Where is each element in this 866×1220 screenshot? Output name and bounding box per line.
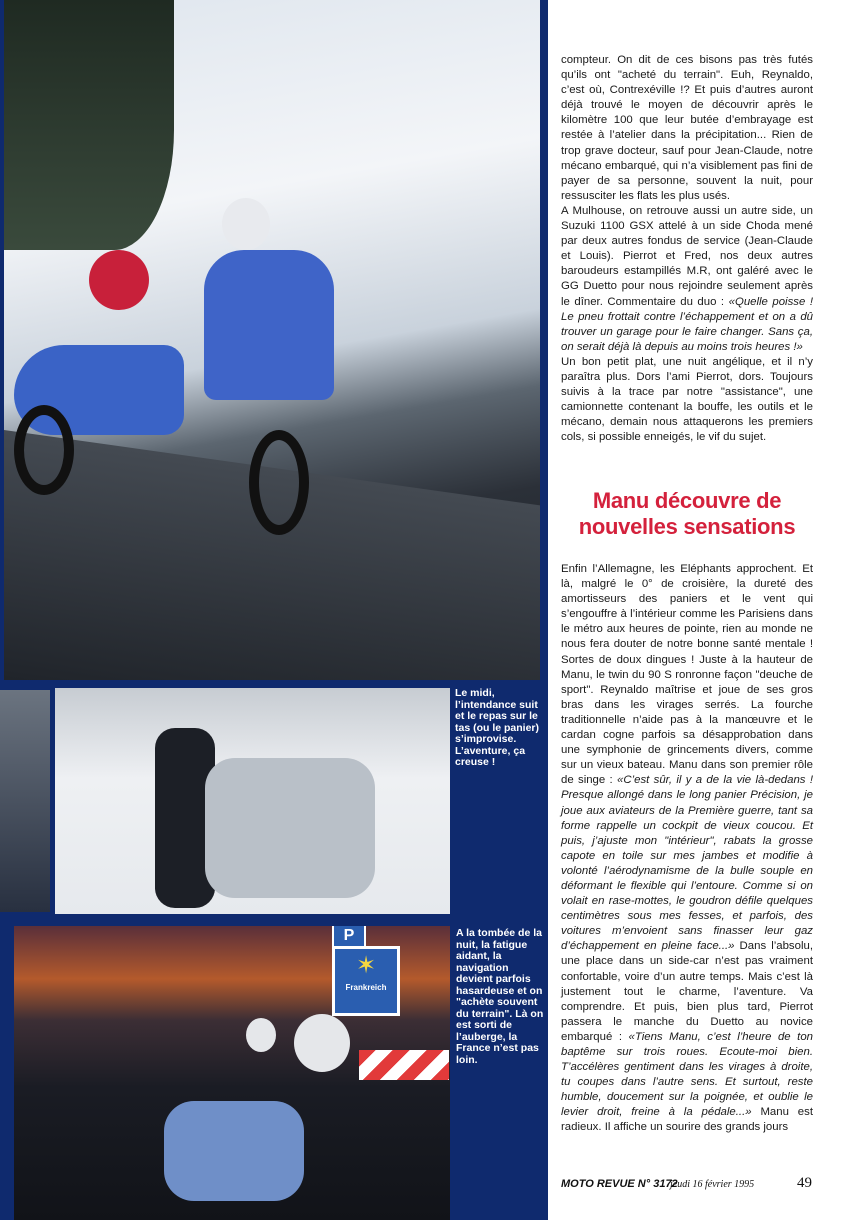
quote: «C’est sûr, il y a de la vie là-dedans ! Presque allongé dans le long panier Précision, je joue aux aviateurs de la Première guerre, tant sa forme rappelle un cockpit de vieux coucou. Et puis, j’ajuste mon "intérieur", rabats la grosse capote en toile sur mes jambes et modifie à volonté l’aérodynamisme de la bulle souple en déformant le flexible qui l’entoure. Comme si on volait en rase-mottes, le goudron défile quelques centimètres sous mes fesses, et parfois, des voitures m’envoient sans finasser leur gaz d’échappement en pleine face...» (561, 774, 813, 953)
photo-rider-helmet (222, 198, 270, 250)
photo-passenger-helmet (89, 250, 149, 310)
paragraph-text: A Mulhouse, on retrouve aussi un autre side, un Suzuki 1100 GSX attelé à un side Choda mené par deux autres fondus de service (Jean-Claude et Louis). Pierrot et Fred, nos deux autres baroudeurs estampillés M.R, ont galéré avec le GG Duetto pour nous rejoindre seulement après le dîner. Commentaire du duo : (561, 204, 813, 308)
parking-sign: P (332, 926, 366, 948)
photo-border-sign (332, 946, 400, 1016)
photo-wheel (249, 430, 309, 535)
paragraph (561, 562, 813, 1136)
photo-sidecar-parked (205, 758, 375, 898)
photo-dusk-border (14, 926, 450, 1220)
paragraph: compteur. On dit de ces bisons pas très futés qu’ils ont "acheté du terrain". Euh, Reynaldo, c’est où, Contrexéville !? Et puis d’autres auront déjà trouvé le moyen de découvrir après le kilomètre 100 que leur butée d’embrayage est restée à l’atelier dans la précipitation... Rien de trop grave docteur, sauf pour Jean-Claude, notre mécano embarqué, qui n’a visiblement pas fini de payer de sa personne, souvent la nuit, pour ressusciter les flats les plus usés. (561, 54, 813, 202)
caption-dusk: A la tombée de la nuit, la fatigue aidant, la navigation devient parfois hasardeuse et on "achète souvent du terrain". Là on est sorti de l’auberge, la France n’est pas loin. (456, 927, 544, 1066)
photo-sidecar-snow-road (4, 0, 540, 680)
paragraph-text: Dans l’absolu, une place dans un side-car n’est pas vraiment confortable, voire d’un autre temps. Mais c’est là justement tout le charme, l’aventure. Va comprendre. Et puis, bien plus tard, Pierrot passera le manche du Duetto au novice embarqué : (561, 940, 813, 1043)
article-column-bottom (561, 562, 813, 1136)
page-footer (561, 1175, 821, 1195)
section-headline: Manu découvre de nouvelles sensations (578, 488, 796, 539)
paragraph: Un bon petit plat, une nuit angélique, et il n’y paraîtra plus. Dors l’ami Pierrot, dors. Toujours suivis à la trace par notre "assistance", une camionnette contenant la bouffe, les outils et le mécano, demain nous attaquerons les premiers cols, si possible enneigés, le vif du sujet. (561, 355, 813, 444)
paragraph (561, 204, 813, 355)
paragraph-text: Enfin l’Allemagne, les Eléphants approchent. Et là, malgré le 0° de croisière, la dureté des amortisseurs des paniers et le vent qui s’engouffre à l’intérieur comme les Parisiens dans le métro aux heures de pointe, rien au monde ne nous fera douter de notre bonne santé mentale ! Sortes de doux dingues ! Juste à la hauteur de Manu, le twin du 90 S ronronne façon "deuche de sport". Reynaldo maîtrise et joue de ses gros bras dans les virages serrés. La fourche traditionnelle n’aide pas à la manœuvre et le cardan cogne parfois sa désapprobation dans une symphonie de grincements divers, comme sur un vieux bateau. Manu dans son premier rôle de singe : (561, 563, 813, 787)
eu-stars-icon: ✶ (355, 952, 377, 979)
paragraph-text: Manu est radieux. Il affiche un sourire des grands jours (561, 1106, 813, 1134)
photo-riders-closeup (0, 690, 50, 912)
photo-motorcycle (204, 250, 334, 400)
article-column-top (561, 53, 813, 445)
photo-chevron-sign (359, 1050, 449, 1080)
photo-trees (4, 0, 174, 250)
photo-lunch-stop (55, 688, 450, 914)
photo-rider-helmet (294, 1014, 350, 1072)
border-sign-label: Frankreich (345, 983, 387, 992)
magazine-issue: MOTO REVUE N° 3172 (561, 1178, 678, 1190)
photo-wheel (14, 405, 74, 495)
caption-lunch: Le midi, l’intendance suit et le repas sur le tas (ou le panier) s’improvise. L’aventure, ça creuse ! (455, 687, 540, 768)
issue-date: jeudi 16 février 1995 (670, 1179, 755, 1190)
quote: «Quelle poisse ! Le pneu frottait contre l’échappement et on a dû trouver un garage pour le faire changer. Sans ça, on serait déjà là depuis au moins trois heures !» (561, 295, 813, 353)
photo-rider-helmet (246, 1018, 276, 1052)
page-number: 49 (797, 1175, 812, 1191)
quote: «Tiens Manu, c’est l’heure de ton baptême sur trois roues. Ecoute-moi bien. T’accélères gentiment dans les virages à droite, tu coupes dans l’autre sens. Et surtout, reste humble, doucement sur la poignée, et oublie le levier droit, freine à la pédale...» (561, 1030, 813, 1119)
photo-motorcycle (164, 1101, 304, 1201)
